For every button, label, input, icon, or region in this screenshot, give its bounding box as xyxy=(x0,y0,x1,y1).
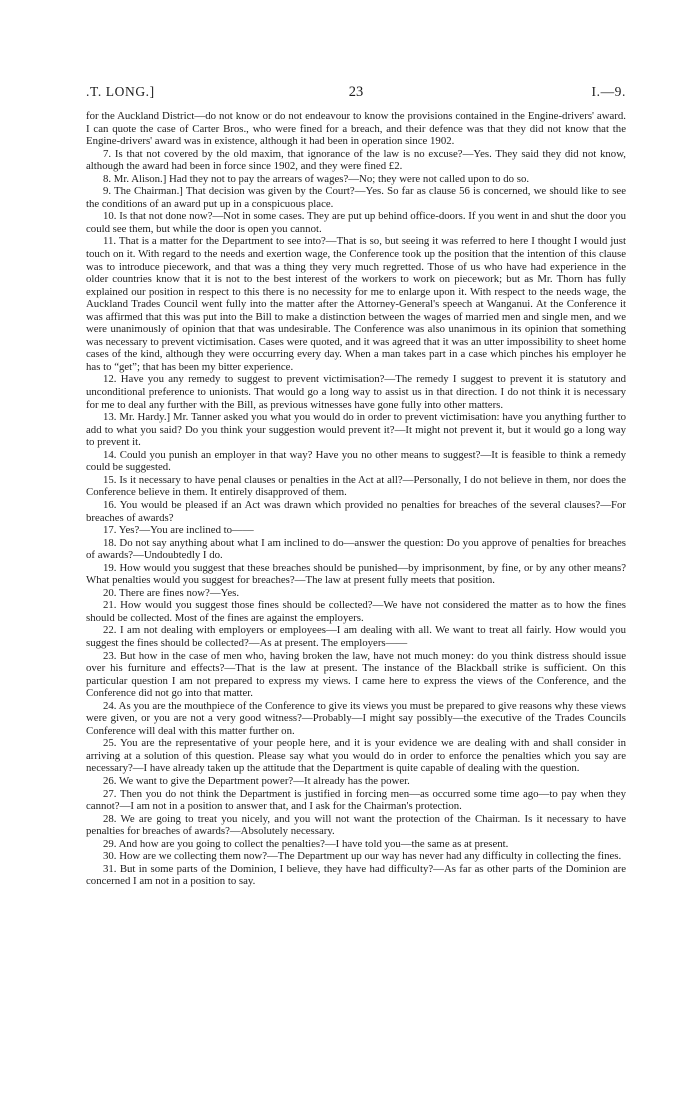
paragraph-q26: 26. We want to give the Department power?—It already has the power. xyxy=(103,774,410,787)
paragraph-q9: 9. The Chairman.] That decision was given by the Court?—Yes. So far as clause 56 is concerned, we should like to see the conditions of an award put up in a conspicuous place. xyxy=(86,185,626,210)
evidence-text xyxy=(86,110,626,888)
paragraph-q30: 30. How are we collecting them now?—The Department up our way has never had any difficulty in collecting the fines. xyxy=(103,850,622,863)
paragraph-q24: 24. As you are the mouthpiece of the Conference to give its views you must be prepared to give reasons why these views were given, or you are not a very good witness?—Probably—I might say possibly—the executive of the Trades Councils Conference will deal with this matter further on. xyxy=(86,699,626,737)
document-reference: I.—9. xyxy=(591,84,626,99)
paragraph-q19: 19. How would you suggest that these breaches should be punished—by imprisonment, by fine, or by any other means? What penalties would you suggest for breaches?—The law at present fully meets that position. xyxy=(86,561,626,587)
paragraph-q10: 10. Is that not done now?—Not in some cases. They are put up behind office-doors. If you went in and shut the door you could see them, but while the door is open you cannot. xyxy=(86,210,626,235)
paragraph-q16: 16. You would be pleased if an Act was drawn which provided no penalties for breaches of the several clauses?—For breaches of awards? xyxy=(86,498,626,524)
paragraph-q21: 21. How would you suggest those fines should be collected?—We have not considered the matter as to how the fines should be collected. Most of the fines are against the employers. xyxy=(86,599,626,624)
paragraph-q7: 7. Is that not covered by the old maxim, that ignorance of the law is no excuse?—Yes. They said they did not know, although the award had been in force since 1902, and they were fined £2. xyxy=(86,147,626,173)
paragraph-q29: 29. And how are you going to collect the penalties?—I have told you—the same as at present. xyxy=(103,837,509,850)
paragraph-q12: 12. Have you any remedy to suggest to prevent victimisation?—The remedy I suggest to prevent it is statutory and unconditional preference to unionists. That would go a long way to assist us in that direction. I do not think it is necessary for me to deal any further with the Bill, as previous witnesses have gone fully into other matters. xyxy=(86,373,626,411)
paragraph-q18: 18. Do not say anything about what I am inclined to do—answer the question: Do you approve of penalties for breaches of awards?—Undoubtedly I do. xyxy=(86,536,626,562)
paragraph-continuation: for the Auckland District—do not know or do not endeavour to know the provisions contained in the Engine-drivers' award. I can quote the case of Carter Bros., who were fined for a breach, and their defence was that they did not know that the Engine-drivers' award was in existence, although it had been in operation since 1902. xyxy=(86,110,626,148)
paragraph-q23: 23. But how in the case of men who, having broken the law, have not much money: do you think distress should issue over his furniture and effects?—That is the law at present. The instance of the Blackball strike is sufficient. On this particular question I am not prepared to express my views. I came here to express the views of the Conference, and the Conference did not go into that matter. xyxy=(86,649,626,700)
paragraph-q27: 27. Then you do not think the Department is justified in forcing men—as occurred some time ago—to pay when they cannot?—I am not in a position to answer that, and I ask for the Chairman's protection. xyxy=(86,787,626,813)
page-number: 23 xyxy=(348,84,364,100)
paragraph-q25: 25. You are the representative of your people here, and it is your evidence we are dealing with and shall consider in arriving at a solution of this question. Please say what you would do in order to enforce the penalties which you say are necessary?—I have already taken up the attitude that the Department is quite capable of dealing with the question. xyxy=(86,737,626,775)
paragraph-q28: 28. We are going to treat you nicely, and you will not want the protection of the Chairman. Is it necessary to have penalties for breaches of awards?—Absolutely necessary. xyxy=(86,812,626,838)
page-header xyxy=(86,84,626,104)
paragraph-q22: 22. I am not dealing with employers or employees—I am dealing with all. We want to treat all fairly. How would you suggest the fines should be collected?—As at present. The employers—— xyxy=(86,624,626,649)
paragraph-q20: 20. There are fines now?—Yes. xyxy=(103,586,240,599)
header-witness-name: .T. LONG.] xyxy=(86,84,155,99)
paragraph-q8: 8. Mr. Alison.] Had they not to pay the arrears of wages?—No; they were not called upon to do so. xyxy=(103,172,530,185)
paragraph-q15: 15. Is it necessary to have penal clauses or penalties in the Act at all?—Personally, I do not believe in them, nor does the Conference believe in them. It entirely disapproved of them. xyxy=(86,473,626,499)
paragraph-q13: 13. Mr. Hardy.] Mr. Tanner asked you what you would do in order to prevent victimisation: have you anything further to add to what you said? Do you think your suggestion would prevent it?—It might not prevent it, but it would go a long way to prevent it. xyxy=(86,411,626,449)
paragraph-q17: 17. Yes?—You are inclined to—— xyxy=(103,524,254,537)
paragraph-q14: 14. Could you punish an employer in that way? Have you no other means to suggest?—It is feasible to think a remedy could be suggested. xyxy=(86,448,626,474)
paragraph-q31: 31. But in some parts of the Dominion, I believe, they have had difficulty?—As far as other parts of the Dominion are concerned I am not in a position to say. xyxy=(86,862,626,888)
paragraph-q11: 11. That is a matter for the Department to see into?—That is so, but seeing it was referred to here I thought I would just touch on it. With regard to the needs and exertion wage, the Conference took up the position that the intention of this clause was to introduce piecework, and that was a thing they very much regretted. Those of us who have had experience in the older countries know that it is not to the best interest of the workers to work on piecework; but as Mr. Thorn has fully explained our position in respect to this there is no necessity for me to enlarge upon it. With respect to the needs wage, the Auckland Trades Council went fully into the matter after the Attorney-General's speech at Wanganui. At the Conference it was affirmed that this was put into the Bill to make a distinction between the wages of married men and single men, and we were unanimously of opinion that that was undesirable. The Conference was also unanimous in its opinion that something was necessary to prevent victimisation. Cases were quoted, and it was agreed that it was an utter impossibility to sheet home cases of the kind, although they were occurring every day. When a man takes part in a case which pinches his employer he has to “get”; that has been my bitter experience. xyxy=(86,235,626,373)
